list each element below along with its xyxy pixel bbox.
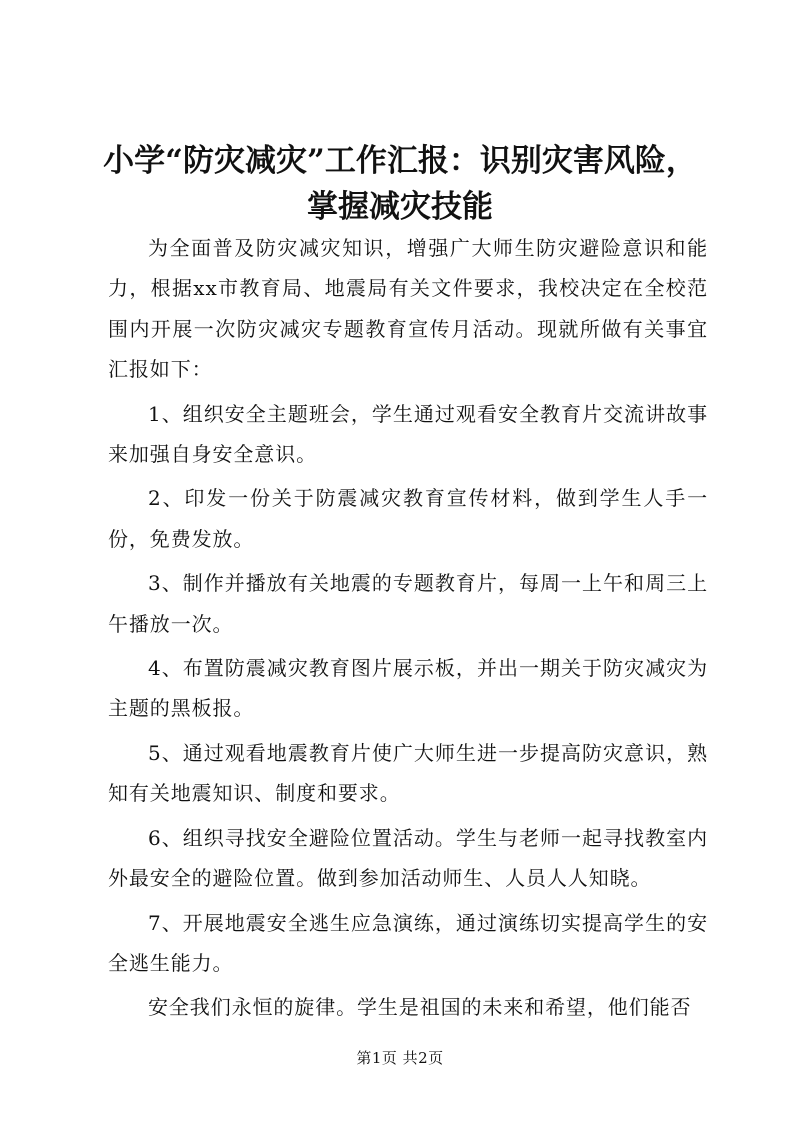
title-line-1: 小学“防灾减灾”工作汇报：识别灾害风险， — [103, 143, 697, 179]
paragraph-item-1: 1、组织安全主题班会，学生通过观看安全教育片交流讲故事来加强自身安全意识。 — [108, 401, 708, 467]
document-title — [100, 138, 700, 230]
document-body — [108, 228, 708, 1032]
paragraph-item-2: 2、印发一份关于防震减灾教育宣传材料，做到学生人手一份，免费发放。 — [108, 486, 708, 551]
paragraph-item-4: 4、布置防震减灾教育图片展示板，并出一期关于防灾减灾为主题的黑板报。 — [108, 656, 708, 721]
page-number-footer: 第1页 共2页 — [356, 1049, 444, 1067]
paragraph-item-7: 7、开展地震安全逃生应急演练，通过演练切实提高学生的安全逃生能力。 — [108, 910, 708, 975]
paragraph-closing: 安全我们永恒的旋律。学生是祖国的未来和希望，他们能否 — [148, 995, 692, 1020]
paragraph-item-3: 3、制作并播放有关地震的专题教育片，每周一上午和周三上午播放一次。 — [108, 571, 708, 636]
title-line-2: 掌握减灾技能 — [307, 189, 493, 225]
paragraph-intro: 为全面普及防灾减灾知识，增强广大师生防灾避险意识和能力，根据xx市教育局、地震局有关文件要求，我校决定在全校范围内开展一次防灾减灾专题教育宣传月活动。现就所做有关事宜汇报如下： — [108, 236, 708, 382]
paragraph-item-5: 5、通过观看地震教育片使广大师生进一步提高防灾意识，熟知有关地震知识、制度和要求。 — [108, 740, 708, 806]
paragraph-item-6: 6、组织寻找安全避险位置活动。学生与老师一起寻找教室内外最安全的避险位置。做到参加活动师生、人员人人知晓。 — [108, 825, 708, 891]
